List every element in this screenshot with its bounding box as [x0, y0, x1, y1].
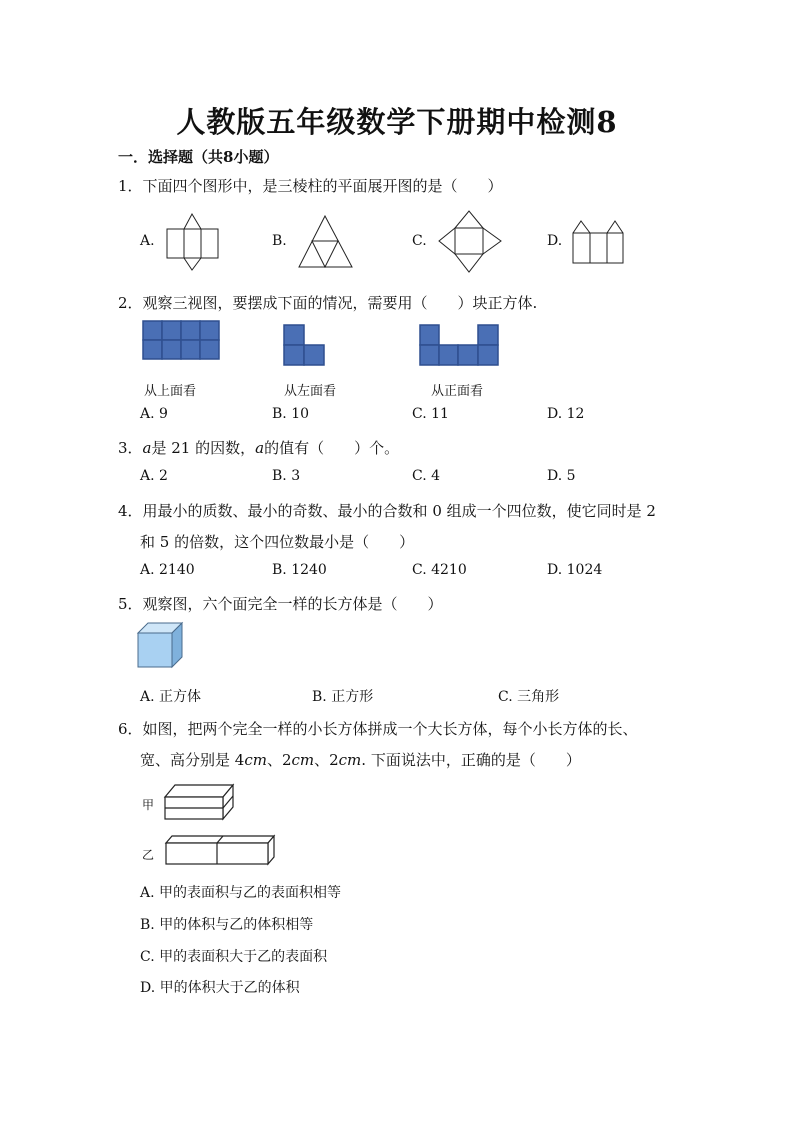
option-4a: A. 2140 [140, 562, 195, 578]
variable-a: a [255, 439, 265, 457]
option-1c: C. [412, 233, 427, 249]
question-4-line1 [118, 500, 656, 521]
option-2c: C. 11 [412, 406, 449, 422]
question-number: 3． [118, 439, 143, 457]
option-3b: B. 3 [272, 468, 301, 484]
question-3 [118, 437, 399, 458]
question-6-line1 [118, 718, 638, 739]
option-2b: B. 10 [272, 406, 310, 422]
view-label-top: 从上面看 [144, 384, 197, 399]
option-1b: B. [272, 233, 287, 249]
question-number: 5． [118, 595, 143, 613]
figure-label-yi: 乙 [142, 848, 155, 862]
cube-figure [137, 622, 185, 668]
net-figure-a [160, 212, 224, 274]
variable-a: a [142, 439, 152, 457]
option-2d: D. 12 [547, 406, 585, 422]
unit-cm: cm [338, 751, 362, 769]
question-number: 2． [118, 294, 143, 312]
option-5a: A. 正方体 [140, 689, 202, 705]
unit-cm: cm [291, 751, 315, 769]
box-figure-yi [164, 834, 278, 866]
option-6b: B. 甲的体积与乙的体积相等 [140, 917, 314, 933]
question-number: 4． [118, 502, 143, 520]
question-2 [118, 292, 537, 313]
option-1d: D. [547, 233, 563, 249]
option-4d: D. 1024 [547, 562, 603, 578]
question-text: 如图，把两个完全一样的小长方体拼成一个大长方体，每个小长方体的长、 [142, 720, 638, 738]
question-5 [118, 593, 443, 614]
front-view-figure [419, 324, 499, 366]
question-text-part2: 的值有（ ）个。 [264, 439, 400, 457]
option-3d: D. 5 [547, 468, 576, 484]
question-4-line2: 和 5 的倍数，这个四位数最小是（ ） [140, 533, 415, 551]
option-5b: B. 正方形 [312, 689, 374, 705]
figure-label-jia: 甲 [142, 798, 155, 812]
question-number: 6． [118, 720, 143, 738]
question-1 [118, 175, 503, 196]
question-text: 观察三视图，要摆成下面的情况，需要用（ ）块正方体. [142, 294, 538, 312]
question-number: 1． [118, 177, 143, 195]
option-5c: C. 三角形 [498, 689, 560, 705]
option-6d: D. 甲的体积大于乙的体积 [140, 980, 300, 996]
question-text: 下面四个图形中，是三棱柱的平面展开图的是（ ） [142, 177, 503, 195]
net-figure-d [570, 218, 626, 266]
option-2a: A. 9 [140, 406, 168, 422]
question-text: 用最小的质数、最小的奇数、最小的合数和 0 组成一个四位数，使它同时是 2 [142, 502, 656, 520]
option-4b: B. 1240 [272, 562, 327, 578]
question-6-line2: 宽、高分别是 4cm、2cm、2cm. 下面说法中，正确的是（ ） [140, 751, 581, 769]
question-text: 观察图，六个面完全一样的长方体是（ ） [142, 595, 443, 613]
section-heading: 一．选择题（共8小题） [118, 148, 279, 166]
option-3c: C. 4 [412, 468, 441, 484]
left-view-figure [283, 324, 325, 366]
option-6a: A. 甲的表面积与乙的表面积相等 [140, 885, 342, 901]
box-figure-jia [163, 782, 237, 822]
option-4c: C. 4210 [412, 562, 467, 578]
option-3a: A. 2 [140, 468, 168, 484]
option-6c: C. 甲的表面积大于乙的表面积 [140, 949, 328, 965]
page-title: 人教版五年级数学下册期中检测8 [176, 105, 618, 139]
net-figure-c [435, 208, 505, 276]
top-view-figure [142, 320, 220, 360]
unit-cm: cm [244, 751, 267, 769]
option-1a: A. [140, 233, 155, 249]
question-text-part1: 是 21 的因数， [151, 439, 256, 457]
view-label-front: 从正面看 [431, 384, 484, 399]
net-figure-b [297, 214, 355, 270]
view-label-left: 从左面看 [284, 384, 337, 399]
